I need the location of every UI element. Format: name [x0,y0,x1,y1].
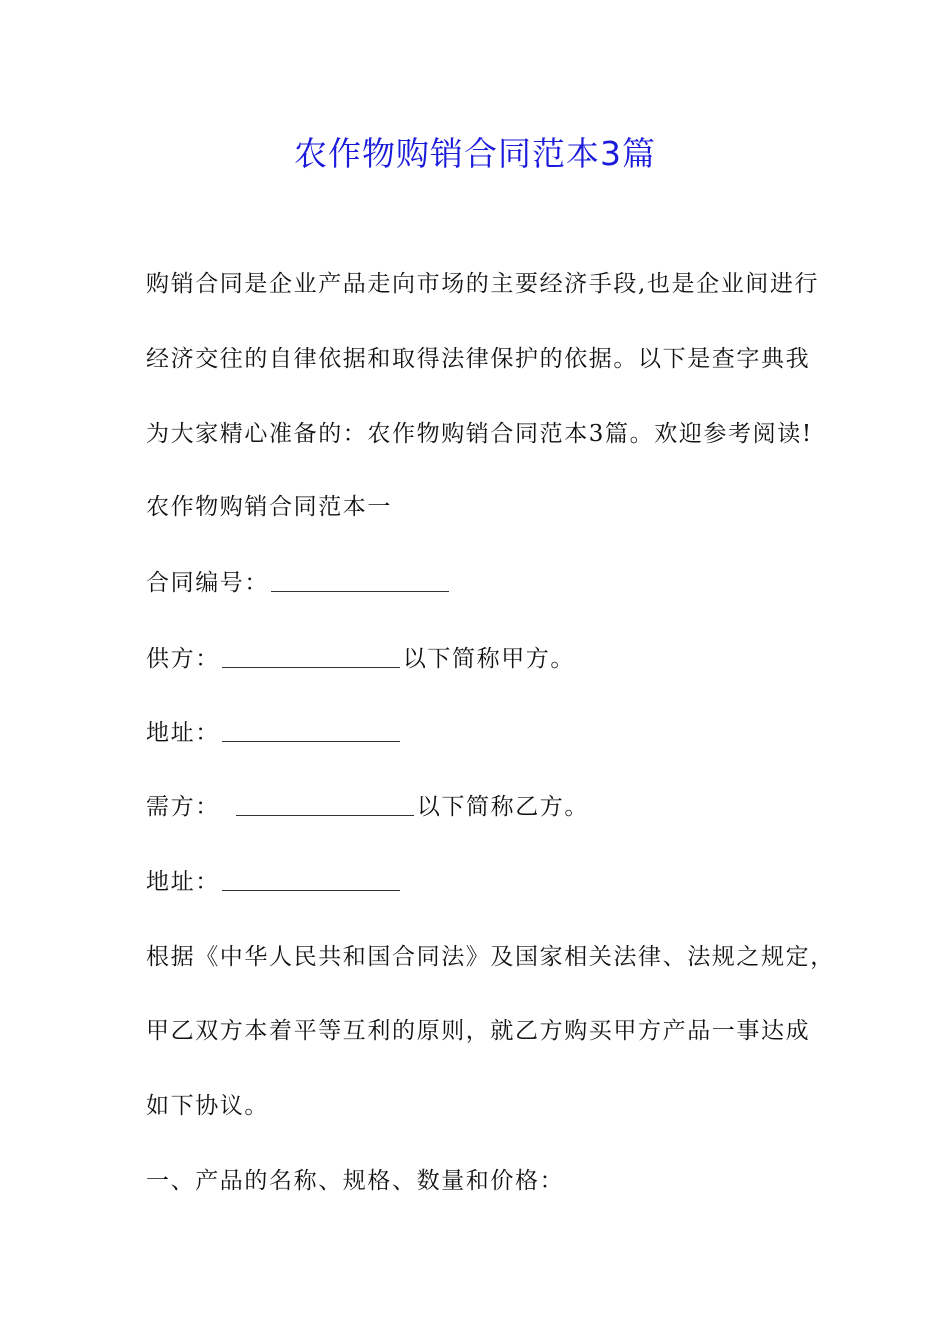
contract-number-row [146,567,846,599]
contract-number-blank [271,571,449,592]
buyer-row [146,791,846,823]
section-title: 农作物购销合同范本一 [146,494,392,520]
supplier-row [146,643,846,675]
supplier-suffix: 以下简称甲方。 [402,646,576,672]
supplier-address-row [146,717,846,749]
supplier-address-label: 地址： [146,720,220,746]
buyer-label: 需方： [146,794,220,820]
contract-number-label: 合同编号： [146,570,269,596]
supplier-label: 供方： [146,646,220,672]
buyer-blank [236,795,414,816]
intro-line-3: 为大家精心准备的：农作物购销合同范本3篇。欢迎参考阅读! [146,421,813,447]
intro-line-2: 经济交往的自律依据和取得法律保护的依据。以下是查字典我 [146,346,811,372]
buyer-address-blank [222,870,400,891]
buyer-address-row [146,866,846,898]
body-line-3: 如下协议。 [146,1093,269,1119]
supplier-blank [222,647,400,668]
buyer-suffix: 以下简称乙方。 [416,794,590,820]
buyer-address-label: 地址： [146,869,220,895]
body-line-1: 根据《中华人民共和国合同法》及国家相关法律、法规之规定， [146,944,835,970]
supplier-address-blank [222,721,400,742]
intro-line-1: 购销合同是企业产品走向市场的主要经济手段,也是企业间进行 [146,271,820,297]
clause-1-heading: 一、产品的名称、规格、数量和价格： [146,1168,565,1194]
document-title: 农作物购销合同范本3篇 [294,134,656,173]
body-line-2: 甲乙双方本着平等互利的原则，就乙方购买甲方产品一事达成 [146,1018,811,1044]
